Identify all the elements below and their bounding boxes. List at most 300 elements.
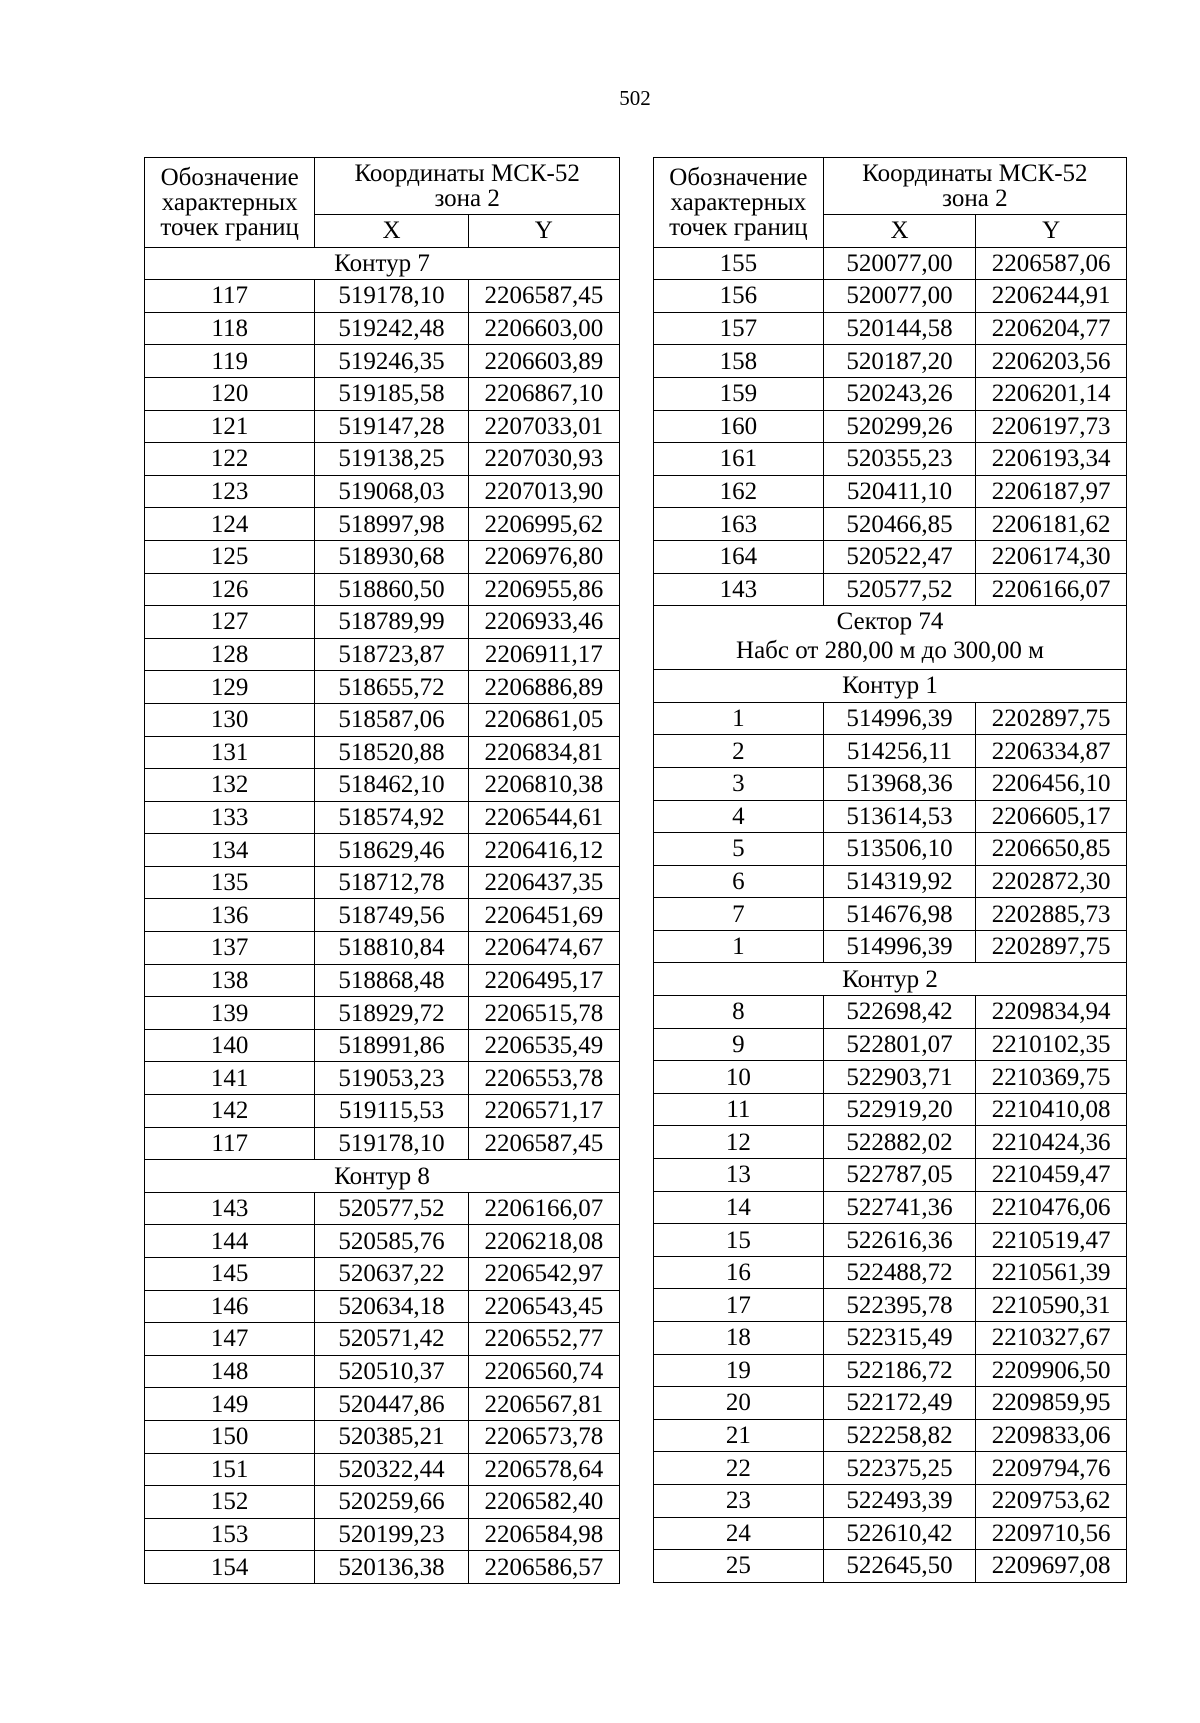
table-row: [654, 573, 1127, 606]
x-cell: 519138,25: [315, 443, 468, 476]
table-row: [145, 703, 620, 736]
point-id-cell: 25: [654, 1550, 824, 1583]
table-row: [654, 996, 1127, 1029]
x-cell: 518868,48: [315, 964, 468, 997]
y-cell: 2209834,94: [976, 996, 1127, 1029]
table-row: [654, 1191, 1127, 1224]
table-row: [145, 443, 620, 476]
table-row: [145, 964, 620, 997]
table-row: [654, 377, 1127, 410]
table-row: [145, 312, 620, 345]
y-cell: 2206416,12: [468, 834, 619, 867]
table-row: [654, 475, 1127, 508]
point-id-cell: 160: [654, 410, 824, 443]
table-row: [145, 1518, 620, 1551]
point-id-cell: 143: [145, 1192, 315, 1225]
point-id-cell: 158: [654, 345, 824, 378]
y-header: Y: [468, 215, 619, 248]
table-row: [145, 377, 620, 410]
y-cell: 2206193,34: [976, 443, 1127, 476]
y-cell: 2202897,75: [976, 702, 1127, 735]
table-row: [145, 769, 620, 802]
point-id-cell: 161: [654, 443, 824, 476]
x-cell: 513614,53: [823, 800, 976, 833]
table-row: [654, 247, 1127, 280]
point-id-cell: 139: [145, 997, 315, 1030]
x-cell: 520466,85: [823, 508, 976, 541]
point-id-cell: 157: [654, 312, 824, 345]
point-id-cell: 120: [145, 377, 315, 410]
section-header: Контур 7: [145, 247, 620, 280]
x-cell: 520634,18: [315, 1290, 468, 1323]
y-cell: 2209859,95: [976, 1387, 1127, 1420]
point-id-cell: 3: [654, 767, 824, 800]
y-cell: 2209794,76: [976, 1452, 1127, 1485]
x-cell: 520187,20: [823, 345, 976, 378]
point-id-cell: 150: [145, 1420, 315, 1453]
x-cell: 519185,58: [315, 377, 468, 410]
y-cell: 2210327,67: [976, 1322, 1127, 1355]
point-id-cell: 138: [145, 964, 315, 997]
table-row: [145, 345, 620, 378]
coordinates-table-right: [653, 157, 1127, 1583]
point-id-cell: 148: [145, 1355, 315, 1388]
y-cell: 2206543,45: [468, 1290, 619, 1323]
x-cell: 514676,98: [823, 898, 976, 931]
table-row: [145, 540, 620, 573]
y-cell: 2206650,85: [976, 833, 1127, 866]
section-row: [654, 963, 1127, 996]
table-row: [654, 1517, 1127, 1550]
table-row: [654, 1061, 1127, 1094]
y-cell: 2209906,50: [976, 1354, 1127, 1387]
point-id-cell: 131: [145, 736, 315, 769]
table-row: [145, 1192, 620, 1225]
y-cell: 2206204,77: [976, 312, 1127, 345]
table-row: [145, 410, 620, 443]
x-cell: 518520,88: [315, 736, 468, 769]
point-id-cell: 146: [145, 1290, 315, 1323]
x-cell: 520510,37: [315, 1355, 468, 1388]
point-id-cell: 13: [654, 1159, 824, 1192]
y-cell: 2209697,08: [976, 1550, 1127, 1583]
y-cell: 2210102,35: [976, 1028, 1127, 1061]
point-id-cell: 154: [145, 1551, 315, 1584]
table-row: [654, 1419, 1127, 1452]
x-cell: 520322,44: [315, 1453, 468, 1486]
section-header: [654, 606, 1127, 670]
section-row: [654, 606, 1127, 670]
point-id-cell: 12: [654, 1126, 824, 1159]
point-id-cell: 135: [145, 866, 315, 899]
y-cell: 2206605,17: [976, 800, 1127, 833]
x-cell: 520447,86: [315, 1388, 468, 1421]
x-cell: 514996,39: [823, 702, 976, 735]
point-id-cell: 127: [145, 606, 315, 639]
y-cell: 2206567,81: [468, 1388, 619, 1421]
table-row: [145, 899, 620, 932]
table-row: [145, 475, 620, 508]
x-cell: 513968,36: [823, 767, 976, 800]
point-id-cell: 159: [654, 377, 824, 410]
x-header: X: [823, 215, 976, 248]
y-cell: 2206603,89: [468, 345, 619, 378]
x-cell: 519068,03: [315, 475, 468, 508]
table-row: [145, 997, 620, 1030]
x-cell: 522375,25: [823, 1452, 976, 1485]
point-id-cell: 128: [145, 638, 315, 671]
designation-header: Обозначение характерных точек границ: [654, 158, 824, 248]
point-id-cell: 2: [654, 735, 824, 768]
y-cell: 2210590,31: [976, 1289, 1127, 1322]
table-row: [145, 736, 620, 769]
y-cell: 2202872,30: [976, 865, 1127, 898]
x-cell: 522315,49: [823, 1322, 976, 1355]
x-cell: 520355,23: [823, 443, 976, 476]
table-row: [145, 1355, 620, 1388]
y-cell: 2207033,01: [468, 410, 619, 443]
x-cell: 519246,35: [315, 345, 468, 378]
y-cell: 2206187,97: [976, 475, 1127, 508]
table-row: [654, 540, 1127, 573]
table-row: [145, 1551, 620, 1584]
y-cell: 2206166,07: [468, 1192, 619, 1225]
point-id-cell: 126: [145, 573, 315, 606]
point-id-cell: 143: [654, 573, 824, 606]
point-id-cell: 134: [145, 834, 315, 867]
table-row: [654, 865, 1127, 898]
designation-header: Обозначение характерных точек границ: [145, 158, 315, 248]
table-row: [145, 1062, 620, 1095]
y-cell: 2206587,06: [976, 247, 1127, 280]
y-cell: 2206834,81: [468, 736, 619, 769]
x-cell: 520522,47: [823, 540, 976, 573]
x-cell: 519053,23: [315, 1062, 468, 1095]
point-id-cell: 9: [654, 1028, 824, 1061]
point-id-cell: 10: [654, 1061, 824, 1094]
table-row: [654, 1289, 1127, 1322]
x-cell: 514319,92: [823, 865, 976, 898]
y-cell: 2206586,57: [468, 1551, 619, 1584]
table-row: [654, 735, 1127, 768]
y-cell: 2206810,38: [468, 769, 619, 802]
y-cell: 2206603,00: [468, 312, 619, 345]
point-id-cell: 16: [654, 1256, 824, 1289]
table-row: [654, 1093, 1127, 1126]
y-cell: 2206181,62: [976, 508, 1127, 541]
point-id-cell: 137: [145, 932, 315, 965]
y-cell: 2206552,77: [468, 1323, 619, 1356]
table-header: [145, 158, 620, 248]
section-title: Сектор 74: [836, 608, 944, 636]
x-cell: 514256,11: [823, 735, 976, 768]
table-row: [145, 1258, 620, 1291]
point-id-cell: 147: [145, 1323, 315, 1356]
x-cell: 518789,99: [315, 606, 468, 639]
x-cell: 522488,72: [823, 1256, 976, 1289]
table-row: [654, 312, 1127, 345]
point-id-cell: 130: [145, 703, 315, 736]
point-id-cell: 22: [654, 1452, 824, 1485]
y-cell: 2206933,46: [468, 606, 619, 639]
y-cell: 2209753,62: [976, 1484, 1127, 1517]
x-cell: 522903,71: [823, 1061, 976, 1094]
y-cell: 2206244,91: [976, 280, 1127, 313]
x-cell: 519115,53: [315, 1095, 468, 1128]
x-cell: 520077,00: [823, 247, 976, 280]
point-id-cell: 11: [654, 1093, 824, 1126]
y-cell: 2206451,69: [468, 899, 619, 932]
point-id-cell: 117: [145, 1127, 315, 1160]
y-cell: 2206437,35: [468, 866, 619, 899]
y-cell: 2206584,98: [468, 1518, 619, 1551]
table-row: [145, 1420, 620, 1453]
x-cell: 518930,68: [315, 540, 468, 573]
x-cell: 520199,23: [315, 1518, 468, 1551]
point-id-cell: 118: [145, 312, 315, 345]
point-id-cell: 7: [654, 898, 824, 931]
point-id-cell: 121: [145, 410, 315, 443]
coordinates-header: Координаты МСК-52 зона 2: [315, 158, 620, 215]
point-id-cell: 1: [654, 930, 824, 963]
point-id-cell: 156: [654, 280, 824, 313]
x-cell: 518723,87: [315, 638, 468, 671]
table-row: [145, 834, 620, 867]
x-cell: 518712,78: [315, 866, 468, 899]
point-id-cell: 21: [654, 1419, 824, 1452]
section-header: Контур 8: [145, 1160, 620, 1193]
x-cell: 519178,10: [315, 1127, 468, 1160]
point-id-cell: 142: [145, 1095, 315, 1128]
point-id-cell: 129: [145, 671, 315, 704]
y-cell: 2210410,08: [976, 1093, 1127, 1126]
y-cell: 2206582,40: [468, 1486, 619, 1519]
point-id-cell: 162: [654, 475, 824, 508]
table-row: [654, 767, 1127, 800]
y-cell: 2206573,78: [468, 1420, 619, 1453]
table-row: [654, 1028, 1127, 1061]
y-cell: 2206976,80: [468, 540, 619, 573]
y-cell: 2206571,17: [468, 1095, 619, 1128]
x-cell: 522801,07: [823, 1028, 976, 1061]
point-id-cell: 1: [654, 702, 824, 735]
x-cell: 518860,50: [315, 573, 468, 606]
point-id-cell: 117: [145, 280, 315, 313]
table-row: [145, 671, 620, 704]
table-row: [145, 1225, 620, 1258]
table-row: [654, 930, 1127, 963]
table-row: [145, 1323, 620, 1356]
x-cell: 520637,22: [315, 1258, 468, 1291]
coordinates-header: Координаты МСК-52 зона 2: [823, 158, 1126, 215]
x-cell: 520077,00: [823, 280, 976, 313]
point-id-cell: 145: [145, 1258, 315, 1291]
table-row: [145, 801, 620, 834]
x-cell: 522787,05: [823, 1159, 976, 1192]
x-cell: 520411,10: [823, 475, 976, 508]
y-cell: 2209833,06: [976, 1419, 1127, 1452]
point-id-cell: 125: [145, 540, 315, 573]
x-cell: 520571,42: [315, 1323, 468, 1356]
point-id-cell: 5: [654, 833, 824, 866]
point-id-cell: 144: [145, 1225, 315, 1258]
point-id-cell: 152: [145, 1486, 315, 1519]
x-cell: 522493,39: [823, 1484, 976, 1517]
table-row: [654, 410, 1127, 443]
table-body: [654, 247, 1127, 1582]
y-cell: 2207030,93: [468, 443, 619, 476]
section-row: [654, 670, 1127, 703]
x-cell: 522882,02: [823, 1126, 976, 1159]
point-id-cell: 20: [654, 1387, 824, 1420]
x-cell: 518574,92: [315, 801, 468, 834]
x-cell: 518587,06: [315, 703, 468, 736]
table-row: [145, 638, 620, 671]
table-header: [654, 158, 1127, 248]
table-row: [654, 1126, 1127, 1159]
y-cell: 2206166,07: [976, 573, 1127, 606]
y-cell: 2206995,62: [468, 508, 619, 541]
x-cell: 514996,39: [823, 930, 976, 963]
table-row: [145, 280, 620, 313]
point-id-cell: 123: [145, 475, 315, 508]
table-row: [654, 702, 1127, 735]
point-id-cell: 136: [145, 899, 315, 932]
table-row: [654, 345, 1127, 378]
page-number: 502: [619, 86, 651, 110]
coordinates-table-left: [144, 157, 620, 1584]
point-id-cell: 4: [654, 800, 824, 833]
table-row: [145, 508, 620, 541]
point-id-cell: 8: [654, 996, 824, 1029]
section-header: Контур 2: [654, 963, 1127, 996]
table-row: [654, 1452, 1127, 1485]
x-cell: 518929,72: [315, 997, 468, 1030]
x-cell: 522919,20: [823, 1093, 976, 1126]
table-row: [145, 1388, 620, 1421]
x-cell: 518629,46: [315, 834, 468, 867]
point-id-cell: 163: [654, 508, 824, 541]
y-cell: 2206886,89: [468, 671, 619, 704]
y-header: Y: [976, 215, 1127, 248]
table-row: [654, 1484, 1127, 1517]
x-cell: 522186,72: [823, 1354, 976, 1387]
point-id-cell: 18: [654, 1322, 824, 1355]
table-row: [145, 1453, 620, 1486]
table-row: [654, 800, 1127, 833]
y-cell: 2206587,45: [468, 280, 619, 313]
x-cell: 520385,21: [315, 1420, 468, 1453]
table-row: [654, 508, 1127, 541]
table-row: [654, 833, 1127, 866]
table-row: [145, 1290, 620, 1323]
y-cell: 2206201,14: [976, 377, 1127, 410]
y-cell: 2210476,06: [976, 1191, 1127, 1224]
point-id-cell: 14: [654, 1191, 824, 1224]
point-id-cell: 155: [654, 247, 824, 280]
y-cell: 2206861,05: [468, 703, 619, 736]
point-id-cell: 164: [654, 540, 824, 573]
y-cell: 2206218,08: [468, 1225, 619, 1258]
y-cell: 2206474,67: [468, 932, 619, 965]
x-cell: 522610,42: [823, 1517, 976, 1550]
y-cell: 2210459,47: [976, 1159, 1127, 1192]
x-cell: 520259,66: [315, 1486, 468, 1519]
y-cell: 2207013,90: [468, 475, 619, 508]
x-cell: 522616,36: [823, 1224, 976, 1257]
point-id-cell: 140: [145, 1029, 315, 1062]
x-cell: 518655,72: [315, 671, 468, 704]
y-cell: 2210561,39: [976, 1256, 1127, 1289]
point-id-cell: 141: [145, 1062, 315, 1095]
y-cell: 2206334,87: [976, 735, 1127, 768]
point-id-cell: 24: [654, 1517, 824, 1550]
x-cell: 520585,76: [315, 1225, 468, 1258]
y-cell: 2210369,75: [976, 1061, 1127, 1094]
y-cell: 2206544,61: [468, 801, 619, 834]
x-cell: 522395,78: [823, 1289, 976, 1322]
point-id-cell: 15: [654, 1224, 824, 1257]
x-cell: 520144,58: [823, 312, 976, 345]
x-cell: 518997,98: [315, 508, 468, 541]
y-cell: 2206535,49: [468, 1029, 619, 1062]
table-row: [145, 866, 620, 899]
y-cell: 2209710,56: [976, 1517, 1127, 1550]
x-cell: 522741,36: [823, 1191, 976, 1224]
table-row: [145, 606, 620, 639]
y-cell: 2206911,17: [468, 638, 619, 671]
x-cell: 520299,26: [823, 410, 976, 443]
x-cell: 518462,10: [315, 769, 468, 802]
x-cell: 519178,10: [315, 280, 468, 313]
y-cell: 2206587,45: [468, 1127, 619, 1160]
x-header: X: [315, 215, 468, 248]
table-row: [654, 1159, 1127, 1192]
table-row: [654, 1354, 1127, 1387]
y-cell: 2202885,73: [976, 898, 1127, 931]
table-body: [145, 247, 620, 1583]
point-id-cell: 153: [145, 1518, 315, 1551]
y-cell: 2206197,73: [976, 410, 1127, 443]
point-id-cell: 124: [145, 508, 315, 541]
table-row: [654, 1256, 1127, 1289]
y-cell: 2206174,30: [976, 540, 1127, 573]
point-id-cell: 149: [145, 1388, 315, 1421]
x-cell: 518810,84: [315, 932, 468, 965]
table-row: [654, 1322, 1127, 1355]
y-cell: 2206955,86: [468, 573, 619, 606]
x-cell: 520136,38: [315, 1551, 468, 1584]
table-row: [654, 898, 1127, 931]
x-cell: 513506,10: [823, 833, 976, 866]
table-row: [145, 573, 620, 606]
x-cell: 518991,86: [315, 1029, 468, 1062]
x-cell: 522258,82: [823, 1419, 976, 1452]
table-row: [654, 280, 1127, 313]
x-cell: 519147,28: [315, 410, 468, 443]
point-id-cell: 19: [654, 1354, 824, 1387]
point-id-cell: 6: [654, 865, 824, 898]
y-cell: 2206867,10: [468, 377, 619, 410]
y-cell: 2206456,10: [976, 767, 1127, 800]
section-row: [145, 247, 620, 280]
x-cell: 522645,50: [823, 1550, 976, 1583]
y-cell: 2206542,97: [468, 1258, 619, 1291]
point-id-cell: 119: [145, 345, 315, 378]
x-cell: 520577,52: [315, 1192, 468, 1225]
y-cell: 2206203,56: [976, 345, 1127, 378]
point-id-cell: 151: [145, 1453, 315, 1486]
